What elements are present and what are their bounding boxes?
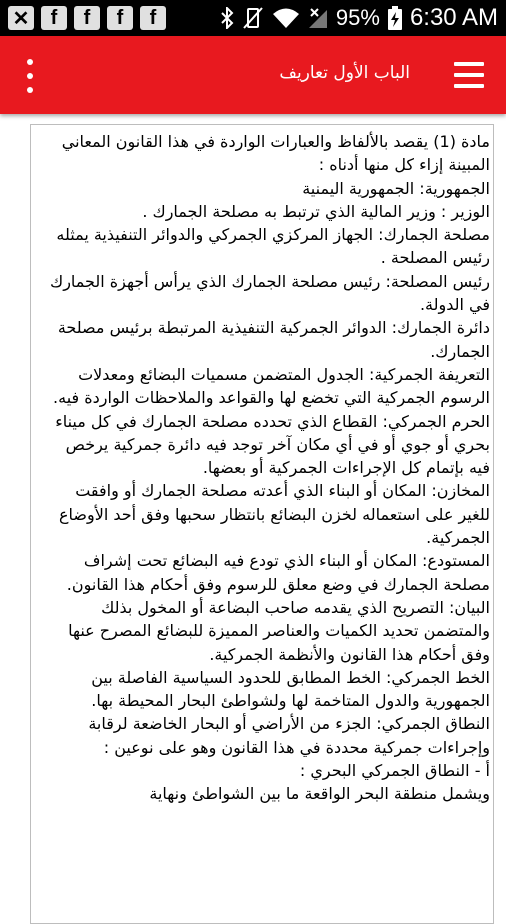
overflow-dot (27, 87, 33, 93)
battery-charging-icon (388, 6, 402, 30)
no-signal-icon (308, 7, 328, 29)
article-paragraph: التعريفة الجمركية: الجدول المتضمن مسميات البضائع ومعدلات الرسوم الجمركية التي تخضع لها والقواعد والملاحظات الواردة فيه. (53, 364, 490, 408)
app-bar (0, 36, 506, 114)
clock: 6:30 AM (409, 4, 498, 31)
facebook-icon: f (140, 6, 166, 30)
article-paragraph: الجمهورية: الجمهورية اليمنية (302, 178, 490, 198)
vibrate-off-icon (242, 6, 264, 30)
facebook-icon: f (41, 6, 67, 30)
article-paragraph: الوزير : وزير المالية الذي ترتبط به مصلحة الجمارك . (142, 201, 490, 221)
notification-icons (8, 6, 166, 30)
article-paragraph: الحرم الجمركي: القطاع الذي تحدده مصلحة الجمارك في كل ميناء بحري أو جوي أو في أي مكان آخر توجد فيه دائرة جمركية يرخص فيه بإتمام كل الإجراءات الجمركية أو بعضها. (55, 411, 490, 478)
hamburger-menu-button[interactable] (454, 62, 484, 88)
menu-bar (454, 62, 484, 66)
article-text (44, 130, 490, 806)
menu-bar (454, 73, 484, 77)
overflow-menu-button[interactable] (18, 59, 42, 93)
bluetooth-icon (220, 7, 234, 29)
wifi-icon (272, 7, 300, 29)
menu-bar (454, 84, 484, 88)
article-paragraph: دائرة الجمارك: الدوائر الجمركية التنفيذية المرتبطة برئيس مصلحة الجمارك. (57, 318, 490, 361)
status-bar (0, 0, 506, 36)
system-status (220, 4, 498, 32)
overflow-dot (27, 59, 33, 65)
overflow-dot (27, 73, 33, 79)
page-title: الباب الأول تعاريف (279, 63, 410, 83)
article-paragraph: البيان: التصريح الذي يقدمه صاحب البضاعة أو المخول بذلك والمتضمن تحديد الكميات والعناصر المميزة للبضائع المصرح عنها وفق أحكام هذا القانون والأنظمة الجمركية. (68, 597, 490, 664)
article-paragraph: رئيس المصلحة: رئيس مصلحة الجمارك الذي يرأس أجهزة الجمارك في الدولة. (50, 271, 490, 315)
article-paragraph: أ - النطاق الجمركي البحري : (299, 761, 490, 781)
close-notification-icon: ✕ (8, 6, 34, 30)
article-paragraph: النطاق الجمركي: الجزء من الأراضي أو البحار الخاضعة لرقابة وإجراءات جمركية محددة في هذا القانون وهو على نوعين : (88, 714, 490, 757)
article-paragraph: المستودع: المكان أو البناء الذي تودع فيه البضائع تحت إشراف مصلحة الجمارك في وضع معلق للرسوم وفق أحكام هذا القانون. (66, 551, 490, 594)
article-paragraph: المخازن: المكان أو البناء الذي أعدته مصلحة الجمارك أو وافقت للغير على استعماله لخزن البضائع بانتظار سحبها وفق أحد الأوضاع الجمركية. (58, 481, 490, 548)
facebook-icon: f (107, 6, 133, 30)
article-paragraph: مصلحة الجمارك: الجهاز المركزي الجمركي والدوائر التنفيذية يمثله رئيس المصلحة . (56, 225, 490, 268)
facebook-icon: f (74, 6, 100, 30)
article-paragraph: الخط الجمركي: الخط المطابق للحدود السياسية الفاصلة بين الجمهورية والدول المتاخمة لها ولشواطئ البحار المحيطة بها. (91, 667, 490, 711)
article-paragraph: ويشمل منطقة البحر الواقعة ما بين الشواطئ ونهاية (149, 784, 490, 804)
battery-percent: 95% (335, 5, 380, 30)
article-paragraph: مادة (1) يقصد بالألفاظ والعبارات الواردة في هذا القانون المعاني المبينة إزاء كل منها أدناه : (61, 132, 490, 175)
